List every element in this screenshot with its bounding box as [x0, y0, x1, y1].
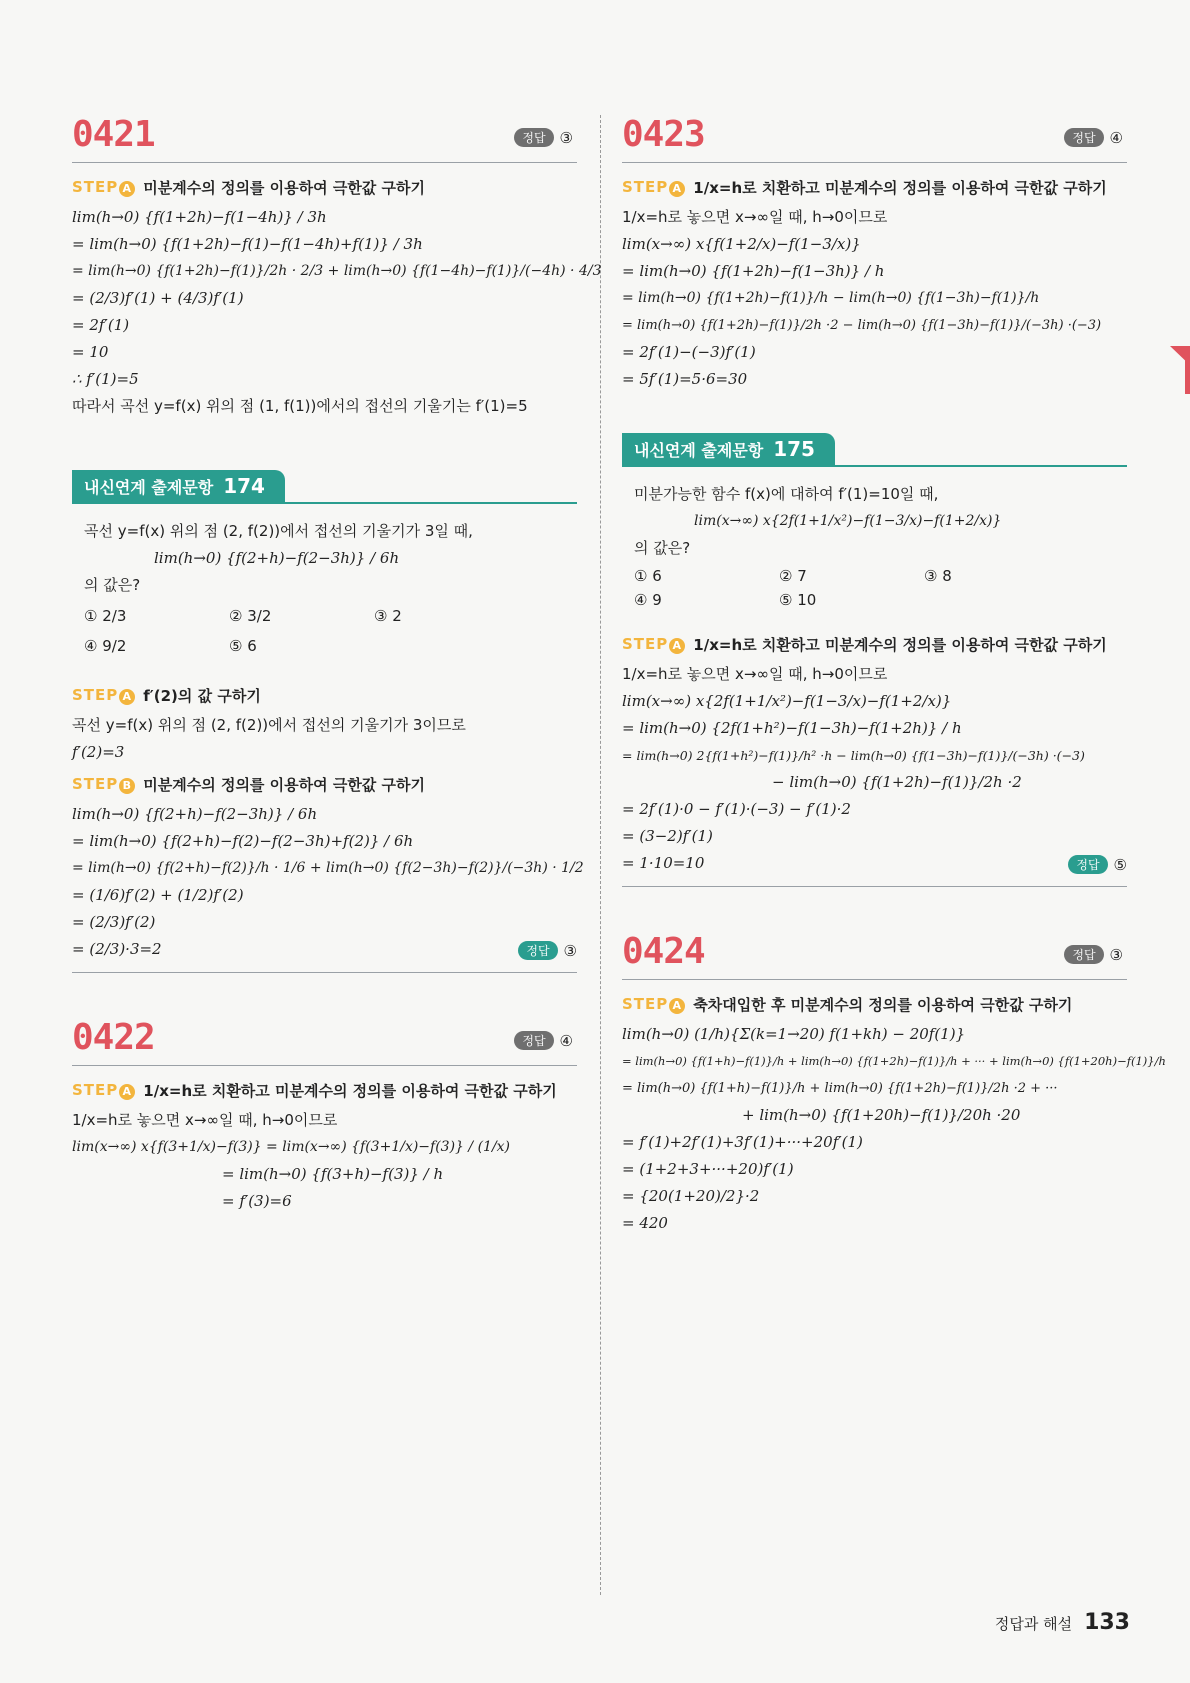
choice-3: ③ 2	[374, 607, 402, 625]
linked-problem-header	[72, 470, 577, 504]
problem-0424	[622, 927, 1166, 1237]
section-separator	[72, 972, 577, 973]
problem-header	[622, 927, 1127, 980]
solution-line: = f′(1)+2f′(1)+3f′(1)+···+20f′(1)	[622, 1133, 863, 1151]
answer-value: ③	[559, 128, 573, 147]
choices	[634, 564, 1127, 612]
page-number: 133	[1084, 1610, 1130, 1635]
choice-4: ④ 9/2	[84, 637, 127, 655]
solution-line: = 10	[72, 343, 109, 361]
answer-indicator	[1064, 128, 1123, 147]
answer-badge: 정답	[1068, 855, 1107, 874]
question-ask: 의 값은?	[84, 576, 141, 594]
solution-line: = {20(1+20)/2}·2	[622, 1187, 760, 1205]
solution-line: = 1·10=10	[622, 854, 705, 872]
solution-line: lim(h→0) (1/h){Σ(k=1→20) f(1+kh) − 20f(1)}	[622, 1025, 966, 1043]
step-b-title: 미분계수의 정의를 이용하여 극한값 구하기	[143, 776, 425, 794]
right-column	[622, 110, 1166, 1277]
problem-header	[72, 1013, 577, 1066]
question-ask: 의 값은?	[634, 539, 691, 557]
solution-line: 1/x=h로 놓으면 x→∞일 때, h→0이므로	[72, 1111, 338, 1129]
step-a-heading	[72, 177, 577, 198]
solution-line: = (1+2+3+···+20)f′(1)	[622, 1160, 794, 1178]
choice-2: ② 3/2	[229, 607, 272, 625]
choice-2: ② 7	[779, 567, 807, 585]
solution-line: = lim(h→0) {f(1+2h)−f(1−3h)} / h	[622, 262, 885, 280]
answer-value: ④	[559, 1031, 573, 1050]
solution-line: = lim(h→0) {f(1+h)−f(1)}/h + lim(h→0) {f(1+2h)−f(1)}/2h ·2 + ···	[622, 1081, 1058, 1096]
step-a-title: 1/x=h로 치환하고 미분계수의 정의를 이용하여 극한값 구하기	[693, 636, 1107, 654]
solution-line: lim(h→0) {f(2+h)−f(2−3h)} / 6h	[72, 805, 318, 823]
section-separator	[622, 886, 1127, 887]
step-a-title: 1/x=h로 치환하고 미분계수의 정의를 이용하여 극한값 구하기	[143, 1082, 557, 1100]
problem-0421	[72, 110, 602, 420]
answer-badge: 정답	[514, 128, 553, 147]
solution-line: f′(2)=3	[72, 743, 125, 761]
linked-problem-number: 174	[223, 474, 265, 498]
solution-line: = (3−2)f′(1)	[622, 827, 713, 845]
step-a-heading	[72, 685, 577, 706]
linked-problem-tag: 내신연계 출제문항 175	[622, 433, 835, 465]
solution-lines	[72, 204, 602, 420]
problem-number: 0421	[72, 114, 155, 155]
step-b-label: STEP B	[72, 775, 135, 794]
answer-badge: 정답	[518, 941, 557, 960]
solution-line: lim(x→∞) x{f(1+2/x)−f(1−3/x)}	[622, 235, 861, 253]
answer-indicator	[514, 128, 573, 147]
step-a-title: 축차대입한 후 미분계수의 정의를 이용하여 극한값 구하기	[693, 996, 1073, 1014]
answer-value: ④	[1109, 128, 1123, 147]
choice-3: ③ 8	[924, 567, 952, 585]
solution-line: = f′(3)=6	[222, 1192, 292, 1210]
answer-value: ③	[563, 941, 577, 960]
solution-line: = (1/6)f′(2) + (1/2)f′(2)	[72, 886, 244, 904]
choice-4: ④ 9	[634, 591, 662, 609]
solution-line: = 2f′(1)	[72, 316, 130, 334]
solution-line: lim(h→0) {f(1+2h)−f(1−4h)} / 3h	[72, 208, 327, 226]
left-column	[72, 110, 602, 1255]
question-text: 미분가능한 함수 f(x)에 대하여 f′(1)=10일 때,	[634, 485, 939, 503]
edge-tab-marker	[1170, 346, 1190, 394]
solution-line: 1/x=h로 놓으면 x→∞일 때, h→0이므로	[622, 665, 888, 683]
linked-problem-body	[72, 518, 577, 661]
linked-problem-175	[622, 433, 1127, 887]
step-a-heading	[622, 634, 1127, 655]
solution-line: ∴ f′(1)=5	[72, 370, 139, 388]
solution-line: = (2/3)·3=2	[72, 940, 162, 958]
solution-conclusion: 따라서 곡선 y=f(x) 위의 점 (1, f(1))에서의 접선의 기울기는 f′(1)=5	[72, 397, 528, 415]
step-a-label: STEP A	[622, 178, 685, 197]
problem-number: 0424	[622, 931, 705, 972]
problem-number: 0423	[622, 114, 705, 155]
solution-line: = lim(h→0) {f(2+h)−f(2)−f(2−3h)+f(2)} / 6h	[72, 832, 414, 850]
solution-line: = 5f′(1)=5·6=30	[622, 370, 748, 388]
column-divider	[600, 115, 601, 1595]
step-a-title: f′(2)의 값 구하기	[143, 687, 261, 705]
question-expression: lim(h→0) {f(2+h)−f(2−3h)} / 6h	[154, 549, 400, 567]
solution-line: = lim(h→0) {f(1+2h)−f(1)}/h − lim(h→0) {f(1−3h)−f(1)}/h	[622, 290, 1040, 306]
question-text: 곡선 y=f(x) 위의 점 (2, f(2))에서 접선의 기울기가 3일 때,	[84, 522, 473, 540]
solution-line: = lim(h→0) {f(1+2h)−f(1)−f(1−4h)+f(1)} / 3h	[72, 235, 423, 253]
step-a-title: 1/x=h로 치환하고 미분계수의 정의를 이용하여 극한값 구하기	[693, 179, 1107, 197]
footer-label: 정답과 해설	[994, 1615, 1073, 1633]
answer-badge: 정답	[1064, 128, 1103, 147]
solution-line: = lim(h→0) {f(1+2h)−f(1)}/2h · 2/3 + lim(h→0) {f(1−4h)−f(1)}/(−4h) · 4/3	[72, 263, 602, 279]
solution-line: + lim(h→0) {f(1+20h)−f(1)}/20h ·20	[742, 1106, 1021, 1124]
solution-line: = 420	[622, 1214, 668, 1232]
solution-line: = (2/3)f′(2)	[72, 913, 156, 931]
choice-5: ⑤ 6	[229, 637, 257, 655]
choices	[84, 601, 577, 661]
linked-problem-tag: 내신연계 출제문항 174	[72, 470, 285, 502]
choice-5: ⑤ 10	[779, 591, 817, 609]
solution-line: = lim(h→0) {f(1+h)−f(1)}/h + lim(h→0) {f(1+2h)−f(1)}/h + ··· + lim(h→0) {f(1+20h)−f(1)}/h	[622, 1054, 1166, 1068]
problem-header	[622, 110, 1127, 163]
step-a-heading	[72, 1080, 577, 1101]
problem-0422	[72, 1013, 577, 1215]
solution-line: 1/x=h로 놓으면 x→∞일 때, h→0이므로	[622, 208, 888, 226]
page-footer	[995, 1610, 1130, 1635]
step-a-label: STEP A	[622, 635, 685, 654]
solution-line: = lim(h→0) {f(3+h)−f(3)} / h	[222, 1165, 444, 1183]
choice-1: ① 6	[634, 567, 662, 585]
solution-line: lim(x→∞) x{f(3+1/x)−f(3)} = lim(x→∞) {f(3+1/x)−f(3)} / (1/x)	[72, 1139, 511, 1155]
solution-line: 곡선 y=f(x) 위의 점 (2, f(2))에서 접선의 기울기가 3이므로	[72, 716, 466, 734]
choice-1: ① 2/3	[84, 607, 127, 625]
solution-line: = 2f′(1)−(−3)f′(1)	[622, 343, 756, 361]
step-a-heading	[622, 177, 1127, 198]
solution-line: − lim(h→0) {f(1+2h)−f(1)}/2h ·2	[772, 773, 1022, 791]
solution-line: lim(x→∞) x{2f(1+1/x²)−f(1−3/x)−f(1+2/x)}	[622, 692, 952, 710]
answer-value: ⑤	[1113, 855, 1127, 874]
step-a-label: STEP A	[72, 178, 135, 197]
step-a-label: STEP A	[622, 995, 685, 1014]
problem-header	[72, 110, 577, 163]
linked-problem-body	[622, 481, 1127, 612]
solution-line: = lim(h→0) {2f(1+h²)−f(1−3h)−f(1+2h)} / h	[622, 719, 962, 737]
linked-problem-174	[72, 470, 584, 973]
step-a-title: 미분계수의 정의를 이용하여 극한값 구하기	[143, 179, 425, 197]
linked-problem-header	[622, 433, 1127, 467]
solution-line: = lim(h→0) {f(1+2h)−f(1)}/2h ·2 − lim(h→0) {f(1−3h)−f(1)}/(−3h) ·(−3)	[622, 318, 1102, 333]
solution-line: = lim(h→0) {f(2+h)−f(2)}/h · 1/6 + lim(h→0) {f(2−3h)−f(2)}/(−3h) · 1/2	[72, 860, 584, 876]
step-a-label: STEP A	[72, 686, 135, 705]
answer-indicator	[514, 1031, 573, 1050]
step-a-label: STEP A	[72, 1081, 135, 1100]
linked-problem-number: 175	[773, 437, 815, 461]
answer-badge: 정답	[514, 1031, 553, 1050]
solution-line: = (2/3)f′(1) + (4/3)f′(1)	[72, 289, 244, 307]
question-expression: lim(x→∞) x{2f(1+1/x²)−f(1−3/x)−f(1+2/x)}	[694, 513, 1002, 529]
problem-0423	[622, 110, 1127, 393]
solution-line: = 2f′(1)·0 − f′(1)·(−3) − f′(1)·2	[622, 800, 851, 818]
answer-indicator	[1064, 945, 1123, 964]
step-b-heading	[72, 774, 577, 795]
solution-line: = lim(h→0) 2{f(1+h²)−f(1)}/h² ·h − lim(h→0) {f(1−3h)−f(1)}/(−3h) ·(−3)	[622, 748, 1085, 763]
answer-value: ③	[1109, 945, 1123, 964]
problem-number: 0422	[72, 1017, 155, 1058]
step-a-heading	[622, 994, 1127, 1015]
answer-badge: 정답	[1064, 945, 1103, 964]
